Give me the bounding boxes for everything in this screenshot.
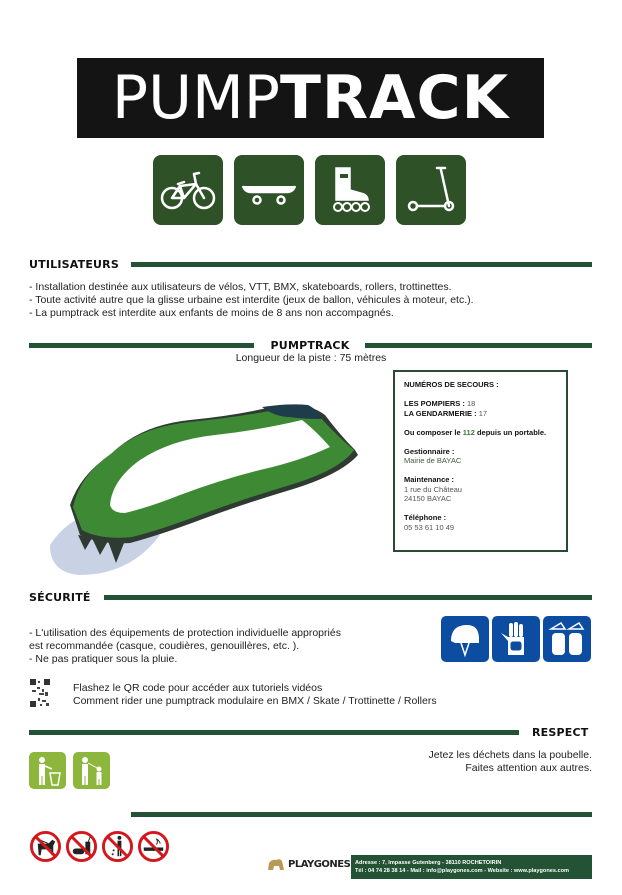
pumptrack-section-title: PUMPTRACK <box>270 339 350 352</box>
maintenance-label: Maintenance : <box>404 475 455 484</box>
security-rule: est recommandée (casque, coudières, genouillères, etc. ). <box>29 640 300 652</box>
helmet-icon <box>441 616 489 662</box>
safety-equipment-icons <box>441 616 591 662</box>
maintenance-address-1: 1 rue du Château <box>404 484 462 494</box>
qr-instructions <box>73 682 437 708</box>
respect-section-divider <box>29 730 519 735</box>
pumptrack-divider-left <box>29 343 254 348</box>
respect-rules <box>380 749 592 775</box>
bike-icon <box>153 155 223 225</box>
track-length: Longueur de la piste : 75 mètres <box>235 352 387 364</box>
contact-footer <box>351 855 592 879</box>
roller-skate-icon <box>315 155 385 225</box>
users-section-divider <box>131 262 592 267</box>
company-contact: Tél : 04 74 28 38 14 - Mail : info@playgones.com - Website : www.playgones.com <box>355 868 570 874</box>
no-dogs-icon <box>29 830 62 863</box>
emergency-heading: NUMÉROS DE SECOURS : <box>404 380 499 389</box>
qr-line-2: Comment rider une pumptrack modulaire en BMX / Skate / Trottinette / Rollers <box>73 695 437 707</box>
gestionnaire-label: Gestionnaire : <box>404 446 455 456</box>
maintenance-address-2: 24150 BAYAC <box>404 494 452 503</box>
respect-section-title: RESPECT <box>532 726 589 739</box>
emergency-info-box <box>393 370 568 552</box>
title-banner <box>77 58 544 138</box>
telephone-label: Téléphone : <box>404 513 447 522</box>
bottom-divider <box>131 812 592 817</box>
users-rule: - Installation destinée aux utilisateurs de vélos, VTT, BMX, skateboards, rollers, trottinettes. <box>29 281 452 293</box>
gendarmerie-label: LA GENDARMERIE : <box>404 408 477 418</box>
users-section-title: UTILISATEURS <box>29 258 119 271</box>
gendarmerie-number: 17 <box>478 408 488 418</box>
gorilla-icon <box>266 857 286 871</box>
mobile-emergency-number: 112 <box>462 427 475 437</box>
mobile-emergency-text: Ou composer le 112 depuis un portable. <box>404 427 547 437</box>
users-rule: - Toute activité autre que la glisse urbaine est interdite (jeux de ballon, véhicules à moteur, etc.). <box>29 294 474 306</box>
respect-rule: Faites attention aux autres. <box>465 762 592 774</box>
pumptrack-divider-right <box>365 343 592 348</box>
qr-code[interactable] <box>29 678 51 708</box>
playgones-logo <box>266 857 350 871</box>
pompiers-number: 18 <box>466 399 476 408</box>
security-rule: - L'utilisation des équipements de protection individuelle appropriés <box>29 627 341 639</box>
telephone-value: 05 53 61 10 49 <box>404 522 455 532</box>
prohibition-icons <box>29 830 170 863</box>
no-littering-icon <box>101 830 134 863</box>
knee-pad-icon <box>543 616 591 662</box>
security-section-title: SÉCURITÉ <box>29 591 91 604</box>
adult-child-icon <box>73 752 110 789</box>
brand-name: PLAYGONES <box>288 858 351 870</box>
pompiers-label: LES POMPIERS : <box>404 399 465 408</box>
pumptrack-illustration <box>40 395 380 580</box>
scooter-icon <box>396 155 466 225</box>
respect-rule: Jetez les déchets dans la poubelle. <box>428 749 592 761</box>
users-rule: - La pumptrack est interdite aux enfants de moins de 8 ans non accompagnés. <box>29 307 394 319</box>
glove-icon <box>492 616 540 662</box>
skateboard-icon <box>234 155 304 225</box>
security-rules <box>29 627 341 666</box>
users-rules <box>29 281 474 320</box>
activity-icons <box>153 155 466 225</box>
gestionnaire-value: Mairie de BAYAC <box>404 456 462 465</box>
qr-line-1: Flashez le QR code pour accéder aux tutoriels vidéos <box>73 682 323 694</box>
respect-icons <box>29 752 110 789</box>
title-light: PUMP <box>111 63 280 133</box>
security-rule: - Ne pas pratiquer sous la pluie. <box>29 653 178 665</box>
trash-bin-icon <box>29 752 66 789</box>
company-address: Adresse : 7, Impasse Gutenberg - 38110 ROCHETOIRIN <box>355 860 502 866</box>
no-smoking-icon <box>137 830 170 863</box>
security-section-divider <box>104 595 592 600</box>
title-bold: TRACK <box>279 63 510 133</box>
no-food-icon <box>65 830 98 863</box>
